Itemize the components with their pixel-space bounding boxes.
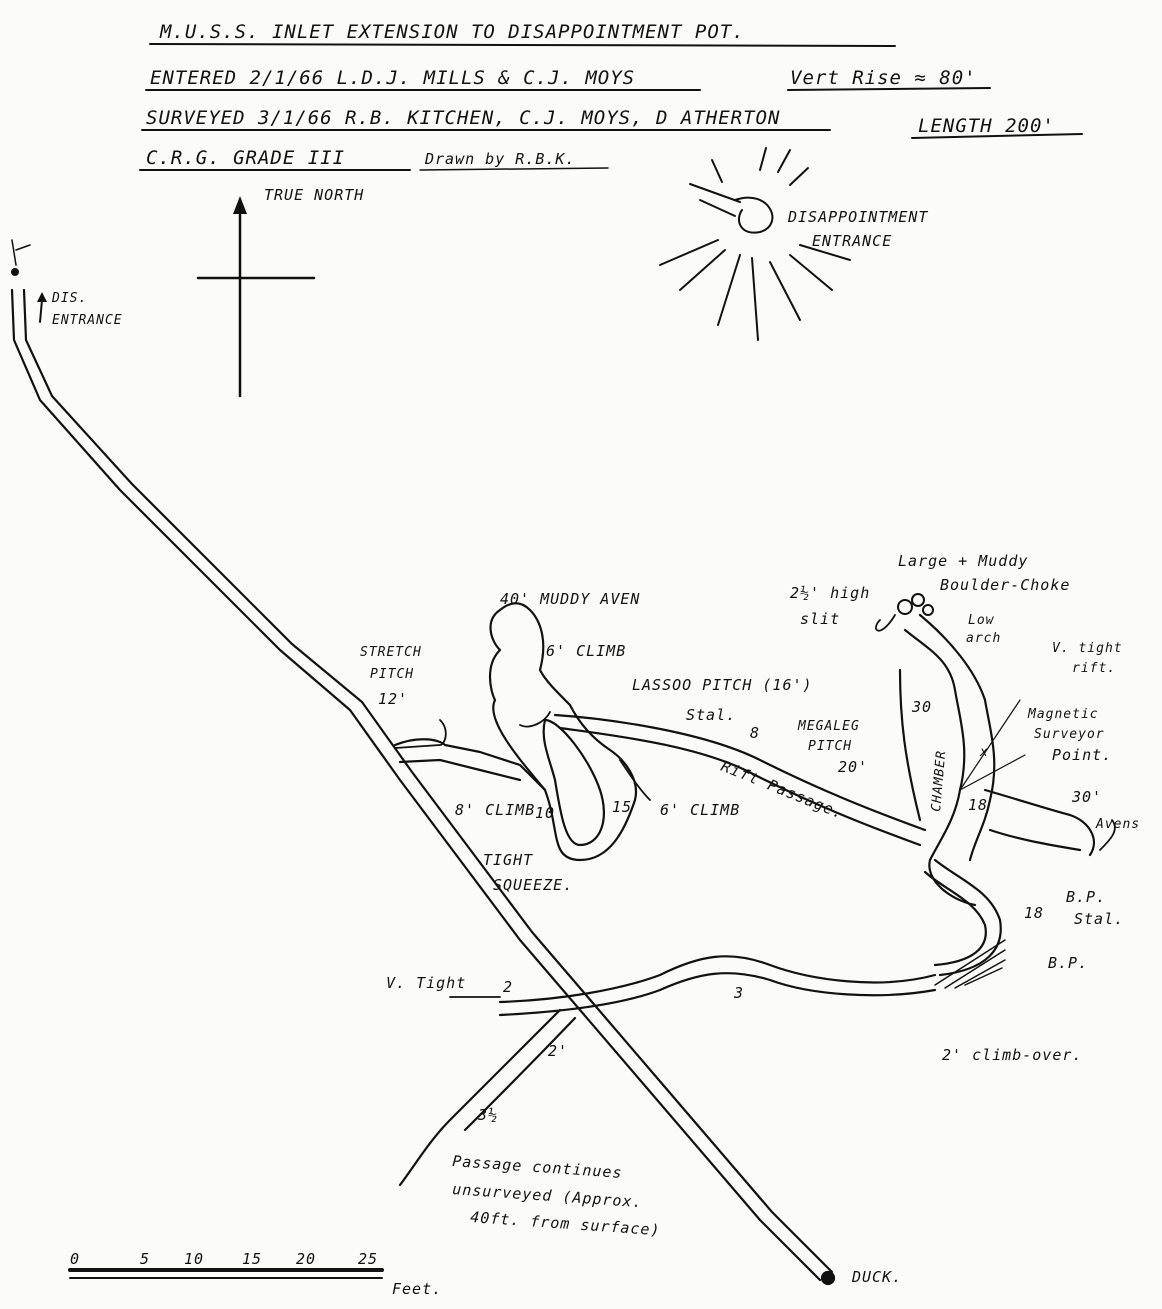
lower-streamway-west [925,872,986,965]
entrance-walls [690,160,740,216]
stretch-pitch-label-3: 12' [378,690,409,708]
climb-6a-label: 6' CLIMB [546,642,627,660]
drawn-by: Drawn by R.B.K. [425,150,576,168]
continues-label-3: 40ft. from surface) [469,1208,662,1240]
stretch-pitch-label-1: STRETCH [360,645,422,660]
stal-lower-label: Stal. [1074,910,1125,928]
scale-tick-10: 10 [184,1250,205,1268]
v-tight-rift-label-2: rift. [1072,661,1117,676]
magnetic-label-2: Surveyor [1034,727,1105,742]
height-18a: 18 [968,796,989,814]
dis-entrance-arrow-shaft [40,300,42,322]
height-15: 15 [612,798,633,816]
duck-label: DUCK. [852,1268,903,1286]
low-arch-label-2: arch [966,631,1002,646]
title-underline [150,44,895,46]
rift-passage-lower [560,728,920,845]
entered-line: ENTERED 2/1/66 L.D.J. MILLS & C.J. MOYS [150,67,636,89]
lasso-pitch-label: LASSOO PITCH (16') [632,676,813,694]
magnetic-label-1: Magnetic [1028,707,1099,722]
avens-label-2: Avens [1096,817,1141,832]
main-inlet-wall-right [24,290,832,1272]
scale-tick-0: 0 [70,1250,81,1268]
scale-tick-25: 25 [358,1250,379,1268]
dis-entrance-marker [11,240,123,328]
scale-bar [70,1250,442,1298]
disappointment-entrance-symbol [660,148,928,340]
v-tight-rift-label-1: V. tight [1052,641,1123,656]
height-10: 10 [535,804,556,822]
dis-entrance-label-2: ENTRANCE [52,313,123,328]
megaleg-label-3: 20' [838,758,869,776]
boulder-choke-label-1: Large + Muddy [898,552,1029,570]
avens-label-1: 30' [1072,788,1103,806]
disappointment-entrance-label-1: DISAPPOINTMENT [788,208,929,226]
climb-6b-label: 6' CLIMB [660,801,741,819]
chamber-label: CHAMBER [929,749,950,813]
stretch-pitch-label-2: PITCH [370,667,415,682]
header-block [140,21,1082,170]
muddy-aven-label: 40' MUDDY AVEN [500,590,641,608]
survey-title: M.U.S.S. INLET EXTENSION TO DISAPPOINTMENT POT. [160,21,745,43]
survey-point-x-icon: x [980,745,989,760]
slit-arrow [876,615,895,631]
chamber-wall-inner [900,670,920,820]
dis-entrance-tick [12,240,30,265]
passage-length: LENGTH 200' [918,115,1055,137]
drawn-by-underline [420,168,608,170]
v-tight-label: V. Tight [386,974,467,992]
climb-over-label: 2' climb-over. [942,1046,1083,1064]
height-8: 8 [750,724,761,742]
continues-label-1: Passage continues [451,1152,624,1182]
main-inlet-wall-left [12,290,820,1280]
tight-squeeze-label-2: SQUEEZE. [493,876,574,894]
scale-tick-20: 20 [296,1250,317,1268]
north-arrow [198,186,364,396]
height-3: 3 [734,984,745,1002]
magnetic-label-3: Point. [1052,746,1113,764]
megaleg-label-1: MEGALEG [798,719,860,734]
dis-entrance-label-1: DIS. [52,291,88,306]
surveyed-line: SURVEYED 3/1/66 R.B. KITCHEN, C.J. MOYS, D ATHERTON [146,107,781,129]
low-arch-label-1: Low [968,613,995,628]
lasso-arrow [520,712,550,727]
climb-8-label: 8' CLIMB [455,801,536,819]
boulder-choke-icon [898,594,933,615]
slit-label-2: slit [800,610,841,628]
dis-entrance-arrowhead-icon [37,292,47,302]
scale-unit: Feet. [392,1280,443,1298]
bedding-plane-label-2: B.P. [1048,954,1089,972]
boulder-choke-label-2: Boulder-Choke [940,576,1071,594]
height-2-prime: 2' [548,1042,569,1060]
stretch-pitch-passage-lower [400,760,520,780]
tight-squeeze-label-1: TIGHT [483,851,534,869]
slit-label-1: 2½' high [790,584,871,602]
stal-upper-label: Stal. [686,706,737,724]
continues-label-2: unsurveyed (Approx. [451,1180,644,1212]
true-north-label: TRUE NORTH [264,186,365,204]
height-18b: 18 [1024,904,1045,922]
north-arrowhead-icon [233,196,247,214]
height-3-half: 3½ [478,1106,499,1124]
height-2: 2 [503,978,514,996]
duck-sump-icon [822,1272,834,1284]
disappointment-entrance-label-2: ENTRANCE [812,232,893,250]
megaleg-label-2: PITCH [808,739,853,754]
stretch-pitch-arrow [395,720,446,748]
avens-passage-lower [990,830,1080,850]
bedding-plane-label-1: B.P. [1066,888,1107,906]
grade-line: C.R.G. GRADE III [146,147,346,169]
height-30: 30 [912,698,933,716]
dis-entrance-dot-icon [11,268,19,276]
rift-passage-label: Rift Passage. [718,757,847,823]
entrance-shaft-icon [735,198,772,233]
vertical-rise: Vert Rise ≈ 80' [790,67,977,89]
scale-tick-15: 15 [242,1250,263,1268]
scale-tick-5: 5 [140,1250,151,1268]
